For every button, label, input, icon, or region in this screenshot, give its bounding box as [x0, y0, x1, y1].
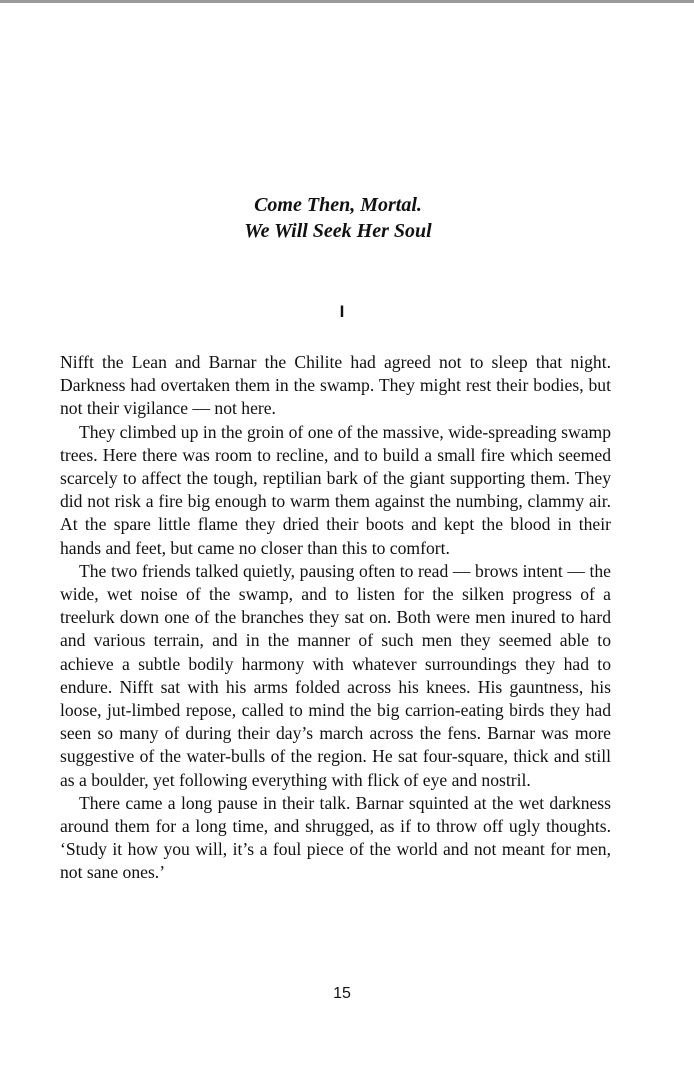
- paragraph-1: Nifft the Lean and Barnar the Chilite had agreed not to sleep that night. Darkness had overtaken them in the swamp. They might rest their bodies, but not their vigilance — not here.: [60, 352, 611, 419]
- section-numeral: I: [339, 302, 345, 321]
- body-text: [60, 351, 611, 885]
- chapter-title: [0, 192, 694, 244]
- page-number: 15: [333, 985, 351, 1002]
- paragraph-3: The two friends talked quietly, pausing often to read — brows intent — the wide, wet noise of the swamp, and to listen for the silken progress of a treelurk down one of the branches they sat on. Both were men inured to hard and various terrain, and in the manner of such men they seemed able to achieve a subtle bodily harmony with whatever surroundings they had to endure. Nifft sat with his arms folded across his knees. His gauntness, his loose, jut-limbed repose, called to mind the big carrion-eating birds they had seen so many of during their day’s march across the fens. Barnar was more suggestive of the water-bulls of the region. He sat four-square, thick and still as a boulder, yet following everything with flick of eye and nostril.: [60, 560, 611, 790]
- paragraph-2: They climbed up in the groin of one of the massive, wide-spreading swamp trees. Here there was room to recline, and to build a small fire which seemed scarcely to affect the tough, reptilian bark of the giant supporting them. They did not risk a fire big enough to warm them against the numbing, clammy air. At the spare little flame they dried their boots and kept the blood in their hands and feet, but came no closer than this to comfort.: [60, 421, 611, 558]
- chapter-title-line-2: We Will Seek Her Soul: [244, 220, 432, 242]
- chapter-title-line-1: Come Then, Mortal.: [254, 194, 422, 216]
- page-top-border: [0, 0, 694, 3]
- paragraph-4: There came a long pause in their talk. Barnar squinted at the wet darkness around them for a long time, and shrugged, as if to throw off ugly thoughts. ‘Study it how you will, it’s a foul piece of the world and not meant for men, not sane ones.’: [60, 792, 611, 883]
